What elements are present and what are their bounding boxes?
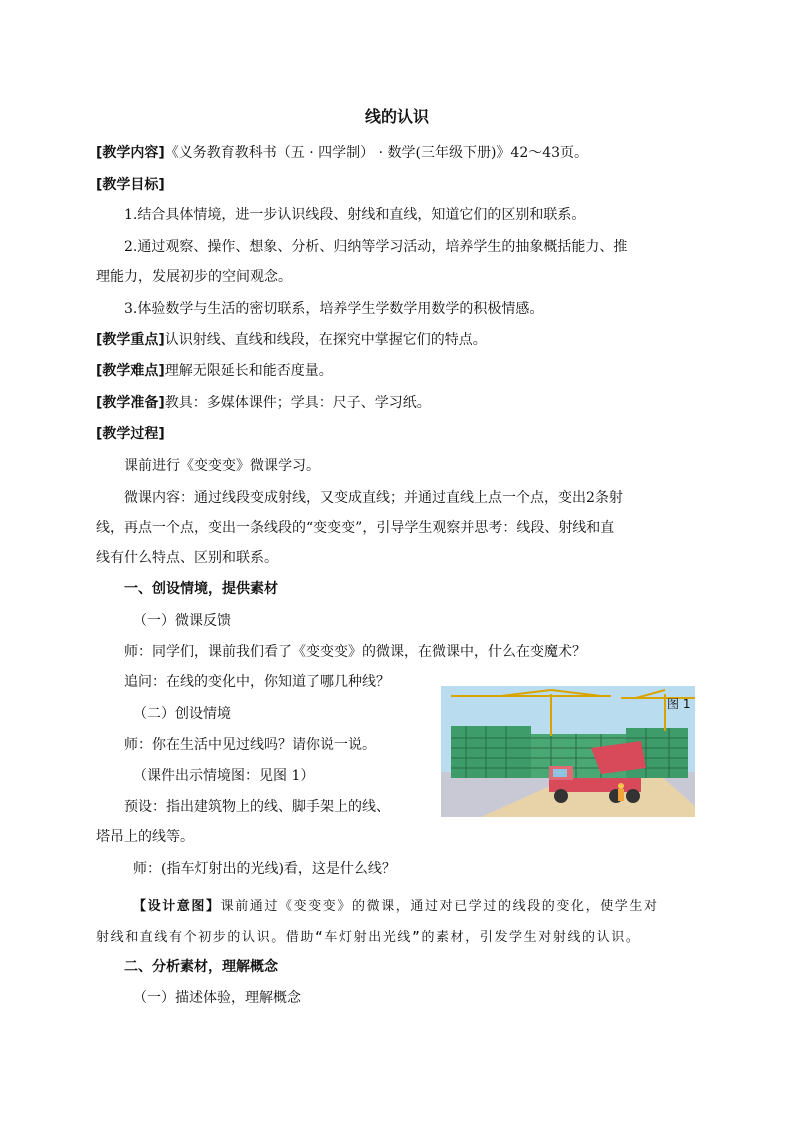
design-label: 【设计意图】: [133, 899, 221, 914]
goal-2b: 理能力，发展初步的空间观念。: [96, 269, 292, 285]
key-point: [96, 331, 700, 349]
courseware-note: （课件出示情境图：见图 1）: [133, 768, 315, 784]
sub-heading-3: （一）描述体验，理解概念: [133, 990, 301, 1006]
preparation: [96, 394, 700, 412]
teaching-content: [96, 144, 700, 162]
goal-2a: 2.通过观察、操作、想象、分析、归纳等学习活动，培养学生的抽象概括能力、推: [124, 239, 628, 255]
goal-3: 3.体验数学与生活的密切联系，培养学生学数学用数学的积极情感。: [124, 301, 544, 317]
keypoint-text: 认识射线、直线和线段，在探究中掌握它们的特点。: [164, 332, 487, 348]
construction-scene-figure: [441, 686, 695, 817]
worker: [618, 783, 624, 801]
prep-text: 教具：多媒体课件；学具：尺子、学习纸。: [164, 395, 431, 411]
design-intent-1: [133, 898, 737, 916]
preset-line-a: 预设：指出建筑物上的线、脚手架上的线、: [124, 799, 390, 815]
design-text-1: 课前通过《变变变》的微课，通过对已学过的线段的变化，使学生对: [220, 899, 659, 914]
teacher-line-2: 师：你在生活中见过线吗？请你说一说。: [124, 737, 376, 753]
figure-caption: 图 1: [667, 697, 691, 711]
micro-content-1: 微课内容：通过线段变成射线，又变成直线；并通过直线上点一个点，变出2条射: [124, 490, 623, 506]
micro-content-3: 线有什么特点、区别和联系。: [96, 550, 278, 566]
difficulty: [96, 362, 700, 380]
process-heading: [教学过程]: [96, 426, 165, 442]
preset-line-b: 塔吊上的线等。: [96, 829, 194, 845]
follow-up-question: 追问：在线的变化中，你知道了哪几种线？: [124, 674, 390, 690]
design-intent-2: 射线和直线有个初步的认识。借助“车灯射出光线”的素材，引发学生对射线的认识。: [96, 930, 641, 945]
sub-heading-2: （二）创设情境: [133, 706, 231, 722]
difficulty-text: 理解无限延长和能否度量。: [164, 363, 333, 379]
goals-heading: [教学目标]: [96, 177, 165, 193]
section-2-heading: 二、分析素材，理解概念: [124, 959, 278, 975]
goal-1: 1.结合具体情境，进一步认识线段、射线和直线，知道它们的区别和联系。: [124, 207, 586, 223]
content-label: [教学内容]: [96, 145, 165, 161]
teacher-line-1: 师：同学们，课前我们看了《变变变》的微课，在微课中，什么在变魔术？: [124, 644, 586, 660]
difficulty-label: [教学难点]: [96, 363, 165, 379]
content-text: 《义务教育教科书（五 · 四学制） · 数学(三年级下册)》42～43页。: [164, 145, 589, 161]
page-title: 线的认识: [364, 107, 429, 126]
sub-heading-1: （一）微课反馈: [133, 613, 231, 629]
process-pre: 课前进行《变变变》微课学习。: [124, 458, 320, 474]
keypoint-label: [教学重点]: [96, 332, 165, 348]
section-1-heading: 一、创设情境，提供素材: [124, 581, 278, 597]
micro-content-2: 线，再点一个点，变出一条线段的“变变变”，引导学生观察并思考：线段、射线和直: [96, 520, 615, 536]
teacher-line-3: 师：(指车灯射出的光线)看，这是什么线？: [133, 861, 396, 877]
prep-label: [教学准备]: [96, 395, 165, 411]
